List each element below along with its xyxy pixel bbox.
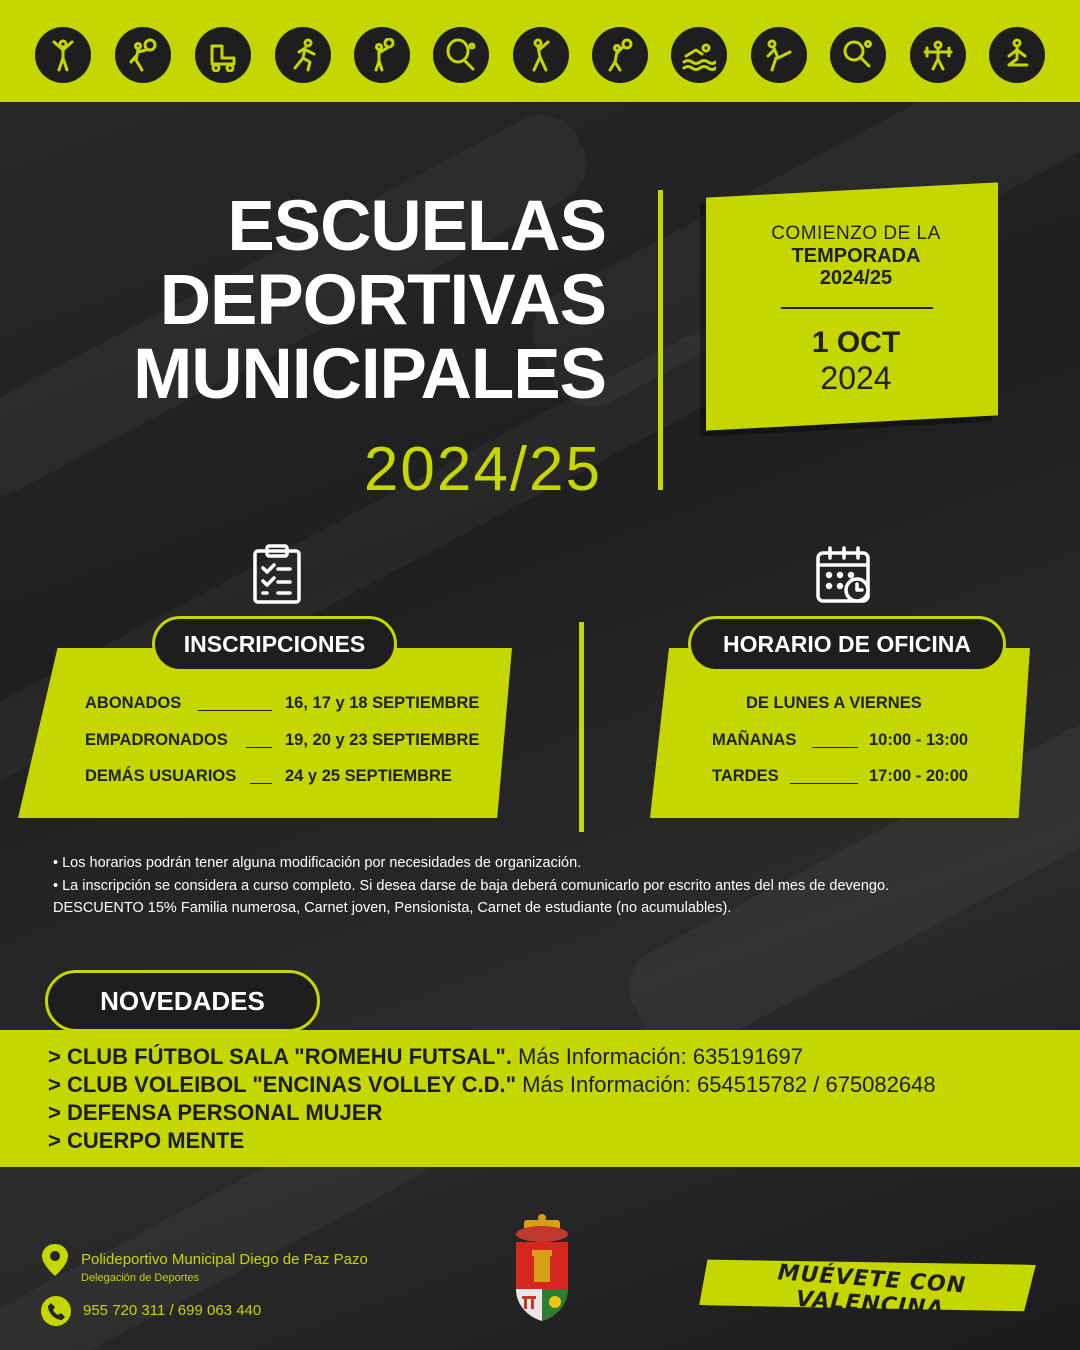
- inscripciones-row-label: ABONADOS: [85, 694, 182, 712]
- season-start-date: 1 OCT: [811, 326, 901, 359]
- padel-icon: [433, 27, 489, 83]
- yoga-icon: [989, 27, 1045, 83]
- season-start-temporada: TEMPORADA: [791, 245, 921, 267]
- department-name: Delegación de Deportes: [81, 1272, 200, 1284]
- title-line-2: DEPORTIVAS: [159, 261, 606, 340]
- season-start-divider: [781, 307, 933, 309]
- season-start-label: COMIENZO DE LA: [771, 223, 941, 244]
- roller-skate-icon: [195, 27, 251, 83]
- row-dash: [250, 783, 272, 784]
- clipboard-checklist-icon: [250, 543, 304, 610]
- row-dash: [198, 710, 272, 711]
- horario-row-value: 17:00 - 20:00: [869, 767, 969, 785]
- novedades-item: [48, 1100, 382, 1126]
- notes: [53, 852, 889, 920]
- swimming-icon: [671, 27, 727, 83]
- note-line: • Los horarios podrán tener alguna modificación por necesidades de organización.: [53, 855, 582, 871]
- title-divider: [658, 190, 663, 490]
- title-line-3: MUNICIPALES: [133, 335, 606, 414]
- novedades-item-title: > CLUB FÚTBOL SALA "ROMEHU FUTSAL".: [48, 1044, 512, 1069]
- inscripciones-row-value: 24 y 25 SEPTIEMBRE: [285, 767, 452, 785]
- basketball-icon: [592, 27, 648, 83]
- novedades-item-info: Más Información: 654515782 / 675082648: [516, 1072, 936, 1097]
- horario-row-label: TARDES: [712, 767, 779, 785]
- novedades-item-title: > CLUB VOLEIBOL "ENCINAS VOLLEY C.D.": [48, 1072, 517, 1097]
- inscripciones-row-value: 16, 17 y 18 SEPTIEMBRE: [285, 694, 480, 712]
- novedades-item-info: Más Información: 635191697: [511, 1044, 803, 1069]
- novedades-item-title: > DEFENSA PERSONAL MUJER: [48, 1100, 383, 1125]
- novedades-item: [48, 1072, 936, 1098]
- aerobics-icon: [35, 27, 91, 83]
- inscripciones-row-value: 19, 20 y 23 SEPTIEMBRE: [285, 731, 480, 749]
- inscripciones-row-label: DEMÁS USUARIOS: [85, 767, 237, 785]
- horario-heading: HORARIO DE OFICINA: [688, 616, 1006, 672]
- row-dash: [246, 747, 272, 748]
- season-start-season: 2024/25: [819, 267, 893, 289]
- season-start-content: [706, 190, 1006, 423]
- row-dash: [812, 747, 858, 748]
- dance-icon: [513, 27, 569, 83]
- badminton-icon: [354, 27, 410, 83]
- season-start-year: 2024: [820, 360, 892, 396]
- novedades-heading: NOVEDADES: [45, 970, 320, 1032]
- location-pin-icon: [40, 1243, 70, 1282]
- horario-row-label: MAÑANAS: [712, 731, 797, 749]
- inscripciones-heading: INSCRIPCIONES: [152, 616, 397, 672]
- karate-icon: [751, 27, 807, 83]
- title-year: 2024/25: [363, 435, 602, 504]
- venue-name: Polideportivo Municipal Diego de Paz Pazo: [81, 1251, 368, 1268]
- horario-days: DE LUNES A VIERNES: [746, 694, 922, 712]
- novedades-item: [48, 1044, 803, 1070]
- weightlifting-icon: [910, 27, 966, 83]
- phone-icon: [40, 1295, 72, 1332]
- coat-of-arms-icon: [510, 1214, 574, 1329]
- horario-card: [650, 648, 1030, 818]
- note-line: • La inscripción se considera a curso completo. Si desea darse de baja deberá comunicarlo por escrito antes del mes de devengo.: [53, 877, 890, 894]
- note-line: DESCUENTO 15% Familia numerosa, Carnet joven, Pensionista, Carnet de estudiante (no acumulables).: [53, 900, 732, 916]
- novedades-item: [48, 1128, 244, 1154]
- horario-row-value: 10:00 - 13:00: [869, 731, 969, 749]
- inscripciones-row-label: EMPADRONADOS: [85, 731, 228, 749]
- cards-divider: [579, 622, 584, 832]
- phone-numbers: 955 720 311 / 699 063 440: [83, 1302, 262, 1319]
- table-tennis-icon: [830, 27, 886, 83]
- calendar-clock-icon: [814, 545, 874, 610]
- page-title: [133, 187, 606, 414]
- slogan-text: MUÉVETE CON VALENCINA: [776, 1260, 967, 1323]
- volleyball-icon: [115, 27, 171, 83]
- running-icon: [275, 27, 331, 83]
- novedades-item-title: > CUERPO MENTE: [48, 1128, 245, 1153]
- title-line-1: ESCUELAS: [227, 187, 606, 266]
- row-dash: [790, 783, 858, 784]
